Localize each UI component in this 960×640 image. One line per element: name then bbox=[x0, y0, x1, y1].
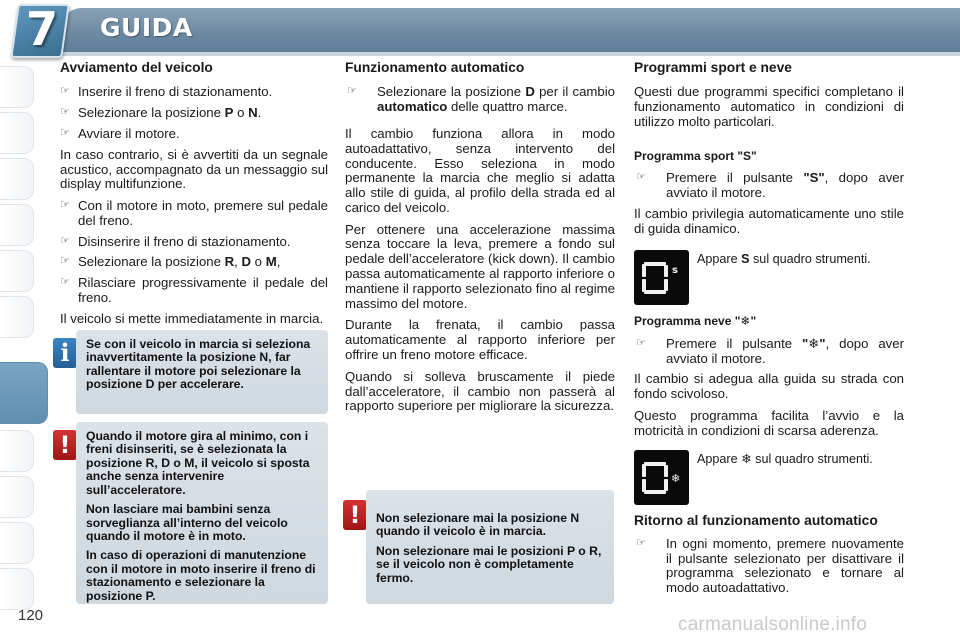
chapter-number: 7 bbox=[25, 2, 58, 56]
exclamation-icon: ! bbox=[53, 430, 77, 460]
paragraph: Quando si solleva bruscamente il piede dall’acceleratore, il cambio non passerà al rapporto superiore per migliorare la sicurezza. bbox=[345, 368, 615, 414]
section-heading: Funzionamento automatico bbox=[345, 60, 525, 75]
snow-display bbox=[634, 450, 904, 505]
svg-text:❄: ❄ bbox=[671, 472, 681, 486]
pointing-hand-icon: ☞ bbox=[60, 127, 70, 139]
pointing-hand-icon: ☞ bbox=[636, 171, 646, 184]
display-d-snow-icon bbox=[634, 450, 689, 505]
chapter-tab[interactable] bbox=[0, 476, 34, 518]
chapter-tabs bbox=[0, 58, 48, 640]
pointing-hand-icon: ☞ bbox=[347, 85, 357, 98]
chapter-tab[interactable] bbox=[0, 66, 34, 108]
list-item: ☞ Premere il pulsante "❄", dopo aver avviato il motore. bbox=[636, 335, 904, 366]
pointing-hand-icon: ☞ bbox=[60, 276, 70, 289]
paragraph: Il cambio privilegia automaticamente uno stile di guida dinamico. bbox=[634, 205, 904, 236]
header-band bbox=[60, 8, 960, 52]
paragraph: Per ottenere una accelerazione massima senza toccare la leva, premere a fondo sul pedale dell’acceleratore (kick down). Il cambio passa automaticamente al rapporto inferiore o mantiene il rapporto selezionato fino al regime massimo del motore. bbox=[345, 221, 615, 311]
list-item: ☞ Selezionare la posizione P o N. bbox=[60, 105, 262, 121]
chapter-tab[interactable] bbox=[0, 522, 34, 564]
paragraph: In caso contrario, si è avvertiti da un segnale acustico, accompagnato da un messaggio sul display multifunzione. bbox=[60, 146, 328, 192]
display-caption: Appare S sul quadro strumenti. bbox=[697, 252, 871, 267]
paragraph: Il cambio funziona allora in modo autoadattativo, senza intervento del conducente. Esso seleziona in modo permanente la marcia che meglio si adatta allo stile di guida, al profilo della strada ed al carico del veicolo. bbox=[345, 126, 615, 215]
paragraph: Il veicolo si mette immediatamente in marcia. bbox=[60, 310, 324, 326]
chapter-tab-active[interactable] bbox=[0, 362, 48, 424]
pointing-hand-icon: ☞ bbox=[60, 106, 70, 119]
instrument-display bbox=[634, 250, 689, 305]
list-item: ☞ Disinserire il freno di stazionamento. bbox=[60, 233, 291, 249]
list-item: ☞ In ogni momento, premere nuovamente il pulsante selezionato per disattivare il programma selezionato e tornare al modo autoadattativo. bbox=[636, 535, 904, 596]
pointing-hand-icon: ☞ bbox=[636, 536, 646, 549]
info-note: Se con il veicolo in marcia si seleziona inavvertitamente la posizione N, far rallentare il motore poi selezionare la posizione D per accelerare. bbox=[76, 330, 328, 414]
chapter-tab[interactable] bbox=[0, 204, 34, 246]
paragraph: Questi due programmi specifici completano il funzionamento automatico in condizioni di utilizzo molto particolari. bbox=[634, 84, 904, 129]
column-starting bbox=[60, 60, 328, 334]
warning-note: Non selezionare mai la posizione N quando il veicolo è in marcia. Non selezionare mai le posizioni P o R, se il veicolo non è completamente fermo. bbox=[366, 490, 614, 604]
section-heading: Avviamento del veicolo bbox=[60, 60, 213, 75]
chapter-tab[interactable] bbox=[0, 430, 34, 472]
display-d-s-icon bbox=[634, 250, 689, 305]
chapter-tab[interactable] bbox=[0, 296, 34, 338]
list-item: ☞ Premere il pulsante "S", dopo aver avviato il motore. bbox=[636, 170, 905, 200]
column-automatic bbox=[345, 60, 615, 421]
snowflake-icon: ❄ bbox=[741, 452, 752, 467]
list-item: ☞ Inserire il freno di stazionamento. bbox=[60, 84, 273, 100]
list-item: ☞ Avviare il motore. bbox=[60, 126, 180, 141]
chapter-tab[interactable] bbox=[0, 250, 34, 292]
snowflake-icon: ❄ bbox=[740, 314, 751, 329]
page-number: 120 bbox=[18, 607, 44, 624]
chapter-tab[interactable] bbox=[0, 568, 34, 610]
paragraph: Durante la frenata, il cambio passa automaticamente al rapporto inferiore per offrire un freno motore efficace. bbox=[345, 317, 615, 362]
column-programs bbox=[634, 60, 904, 602]
display-caption: Appare ❄ sul quadro strumenti. bbox=[697, 452, 873, 467]
chapter-tab[interactable] bbox=[0, 158, 34, 200]
instrument-display bbox=[634, 450, 689, 505]
list-item: ☞ Rilasciare progressivamente il pedale del freno. bbox=[60, 275, 328, 306]
pointing-hand-icon: ☞ bbox=[60, 234, 70, 247]
paragraph: Questo programma facilita l’avvio e la motricità in condizioni di scarsa aderenza. bbox=[634, 407, 904, 438]
paragraph: Il cambio si adegua alla guida su strada con fondo scivoloso. bbox=[634, 371, 904, 402]
svg-text:s: s bbox=[672, 265, 678, 277]
page-title: GUIDA bbox=[100, 13, 193, 42]
warning-note: Quando il motore gira al minimo, con i freni disinseriti, se è selezionata la posizione R, D o M, il veicolo si sposta anche senza intervenire sull’acceleratore. Non lasciare mai bambini senza sorveglianza all’interno del veicolo quando il motore è in moto. In caso di operazioni di manutenzione con il motore in moto inserire il freno di stazionamento e selezionare la posizione P. bbox=[76, 422, 328, 604]
pointing-hand-icon: ☞ bbox=[60, 85, 70, 98]
section-heading: Ritorno al funzionamento automatico bbox=[634, 513, 878, 529]
sport-display bbox=[634, 250, 904, 305]
subsection-heading: Programma sport "S" bbox=[634, 148, 757, 163]
info-icon: i bbox=[53, 338, 77, 368]
subsection-heading: Programma neve "❄" bbox=[634, 314, 757, 329]
list-item: ☞ Con il motore in moto, premere sul pedale del freno. bbox=[60, 198, 328, 228]
list-item: ☞ Selezionare la posizione D per il cambio automatico delle quattro marce. bbox=[347, 84, 615, 115]
chapter-tab[interactable] bbox=[0, 112, 34, 154]
list-item: ☞ Selezionare la posizione R, D o M, bbox=[60, 254, 281, 270]
section-heading: Programmi sport e neve bbox=[634, 60, 792, 75]
watermark: carmanualsonline.info bbox=[678, 614, 868, 635]
exclamation-icon: ! bbox=[343, 500, 367, 530]
pointing-hand-icon: ☞ bbox=[60, 199, 70, 212]
header-bar bbox=[0, 0, 960, 58]
pointing-hand-icon: ☞ bbox=[636, 336, 646, 349]
pointing-hand-icon: ☞ bbox=[60, 255, 70, 268]
